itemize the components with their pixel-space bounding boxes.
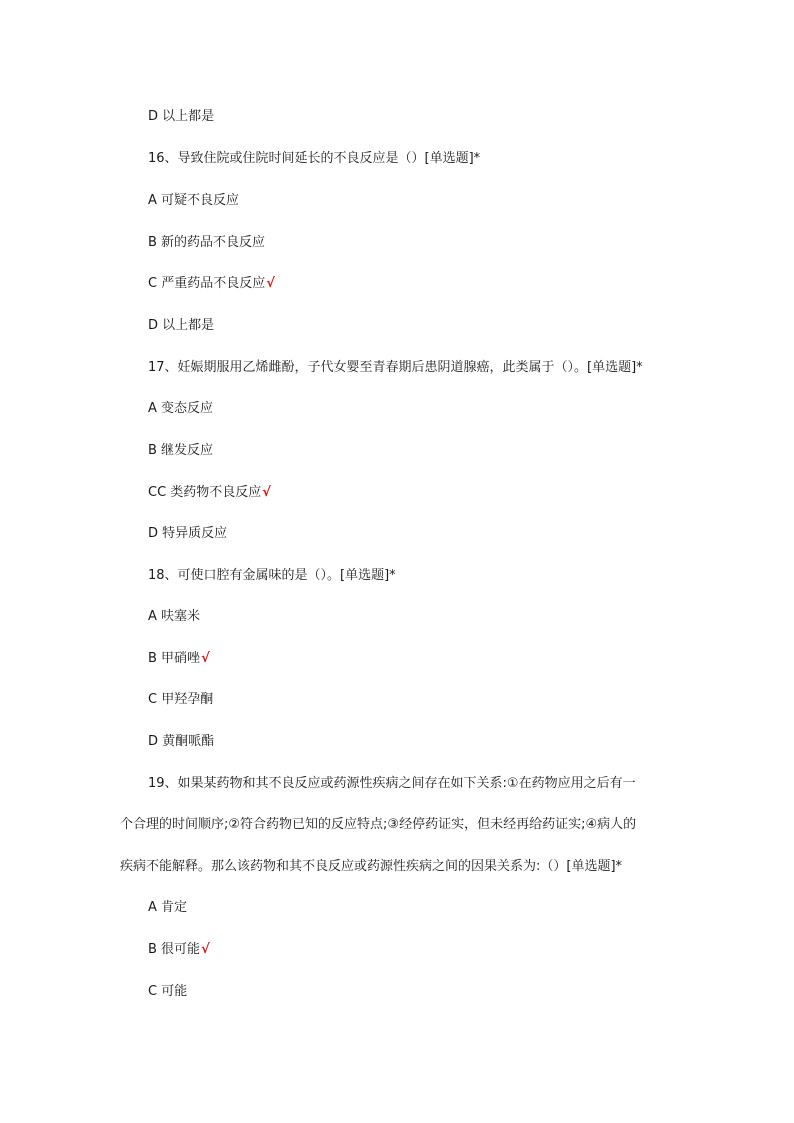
option-a-q16: A 可疑不良反应 [148, 193, 240, 208]
option-c-q16: C 严重药品不良反应√ [148, 276, 275, 291]
option-d-q15: D 以上都是 [148, 109, 215, 124]
option-a-q17: A 变态反应 [148, 401, 214, 416]
question-18: 18、可使口腔有金属味的是（）。[单选题]* [148, 568, 396, 583]
option-d-q17: D 特异质反应 [148, 526, 228, 541]
option-a-q19: A 肯定 [148, 900, 188, 915]
option-b-q18: B 甲硝唑√ [148, 651, 210, 666]
question-17: 17、妊娠期服用乙烯雌酚，子代女婴至青春期后患阴道腺癌，此类属于（）。[单选题]* [148, 360, 643, 375]
option-a-q18: A 呋塞米 [148, 609, 201, 624]
option-b-q17: B 继发反应 [148, 443, 214, 458]
option-b-q19: B 很可能√ [148, 942, 210, 957]
correct-check-mark: √ [266, 276, 275, 291]
option-b-q16: B 新的药品不良反应 [148, 235, 266, 250]
option-d-q16: D 以上都是 [148, 318, 215, 333]
correct-check-mark: √ [201, 942, 210, 957]
option-c-q19: C 可能 [148, 984, 188, 999]
option-c-q17: CC 类药物不良反应√ [148, 485, 271, 500]
correct-check-mark: √ [262, 485, 271, 500]
question-19-line-2: 个合理的时间顺序;②符合药物已知的反应特点;③经停药证实，但未经再给药证实;④病人的 [120, 817, 637, 832]
question-19-line-1: 19、如果某药物和其不良反应或药源性疾病之间存在如下关系:①在药物应用之后有一 [148, 776, 636, 791]
question-16: 16、导致住院或住院时间延长的不良反应是（）[单选题]* [148, 151, 481, 166]
correct-check-mark: √ [201, 651, 210, 666]
question-19-line-3: 疾病不能解释。那么该药物和其不良反应或药源性疾病之间的因果关系为:（）[单选题]* [120, 859, 623, 874]
option-d-q18: D 黄酮哌酯 [148, 734, 215, 749]
option-c-q18: C 甲羟孕酮 [148, 692, 214, 707]
